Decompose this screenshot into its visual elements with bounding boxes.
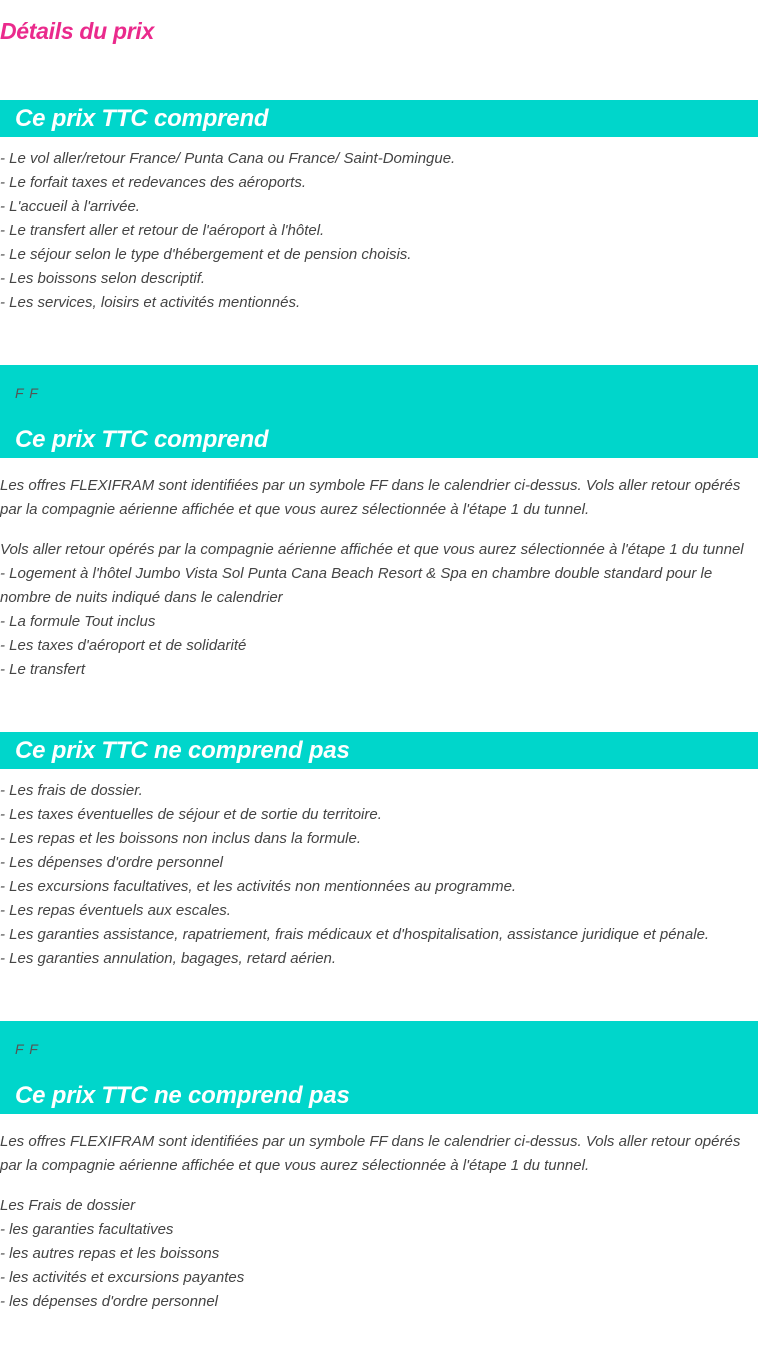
section-header-band	[0, 1021, 758, 1114]
list-item: - Les dépenses d'ordre personnel	[0, 854, 224, 871]
list-item: - les autres repas et les boissons	[0, 1245, 220, 1262]
list-item: - les dépenses d'ordre personnel	[0, 1293, 218, 1310]
flexifram-excludes-section	[0, 1021, 758, 1314]
list-item: - Les boissons selon descriptif.	[0, 270, 206, 287]
flexifram-included-list	[0, 538, 745, 682]
list-item: - Les taxes éventuelles de séjour et de sortie du territoire.	[0, 806, 382, 823]
ff-tag: F F	[15, 1041, 39, 1057]
list-item: - Les frais de dossier.	[0, 782, 143, 799]
list-item: - Les garanties annulation, bagages, retard aérien.	[0, 950, 337, 967]
price-includes-section	[0, 100, 758, 315]
list-item: - Le forfait taxes et redevances des aéroports.	[0, 174, 306, 191]
list-item: Vols aller retour opérés par la compagnie aérienne affichée et que vous aurez sélectionnée à l'étape 1 du tunnel	[0, 541, 744, 558]
section-heading: Ce prix TTC comprend	[15, 105, 269, 132]
list-item: - Les taxes d'aéroport et de solidarité	[0, 637, 247, 654]
section-header-band	[0, 100, 758, 137]
section-header-band	[0, 365, 758, 458]
list-item: - Les repas et les boissons non inclus dans la formule.	[0, 830, 362, 847]
list-item: - Le vol aller/retour France/ Punta Cana ou France/ Saint-Domingue.	[0, 150, 456, 167]
section-header-band	[0, 732, 758, 769]
price-excludes-section	[0, 732, 758, 971]
list-item: - les garanties facultatives	[0, 1221, 174, 1238]
list-item: - Le transfert aller et retour de l'aéroport à l'hôtel.	[0, 222, 325, 239]
list-item: - Les services, loisirs et activités mentionnés.	[0, 294, 301, 311]
section-heading: Ce prix TTC ne comprend pas	[15, 737, 350, 764]
section-heading: Ce prix TTC comprend	[15, 426, 269, 453]
list-item: - Les excursions facultatives, et les activités non mentionnées au programme.	[0, 878, 517, 895]
ff-tag: F F	[15, 385, 39, 401]
included-list	[0, 147, 758, 315]
flexifram-includes-section	[0, 365, 758, 682]
list-item: Les Frais de dossier	[0, 1197, 136, 1214]
list-item: - La formule Tout inclus	[0, 613, 156, 630]
list-item: - L'accueil à l'arrivée.	[0, 198, 140, 215]
list-item: - Le séjour selon le type d'hébergement et de pension choisis.	[0, 246, 412, 263]
flexifram-intro: Les offres FLEXIFRAM sont identifiées par un symbole FF dans le calendrier ci-dessus. Vols aller retour opérés par la compagnie aérienne affichée et que vous aurez sélectionnée à l'étape 1 du tunnel.	[0, 1133, 741, 1174]
flexifram-intro: Les offres FLEXIFRAM sont identifiées par un symbole FF dans le calendrier ci-dessus. Vols aller retour opérés par la compagnie aérienne affichée et que vous aurez sélectionnée à l'étape 1 du tunnel.	[0, 477, 741, 518]
list-item: - les activités et excursions payantes	[0, 1269, 245, 1286]
list-item: - Les repas éventuels aux escales.	[0, 902, 231, 919]
list-item: - Les garanties assistance, rapatriement, frais médicaux et d'hospitalisation, assistance juridique et pénale.	[0, 926, 710, 943]
excluded-list	[0, 779, 758, 971]
list-item: - Le transfert	[0, 661, 86, 678]
flexifram-excluded-list	[0, 1194, 745, 1314]
list-item: - Logement à l'hôtel Jumbo Vista Sol Punta Cana Beach Resort & Spa en chambre double standard pour le nombre de nuits indiqué dans le calendrier	[0, 565, 713, 606]
section-heading: Ce prix TTC ne comprend pas	[15, 1082, 350, 1109]
page-title: Détails du prix	[0, 18, 154, 44]
